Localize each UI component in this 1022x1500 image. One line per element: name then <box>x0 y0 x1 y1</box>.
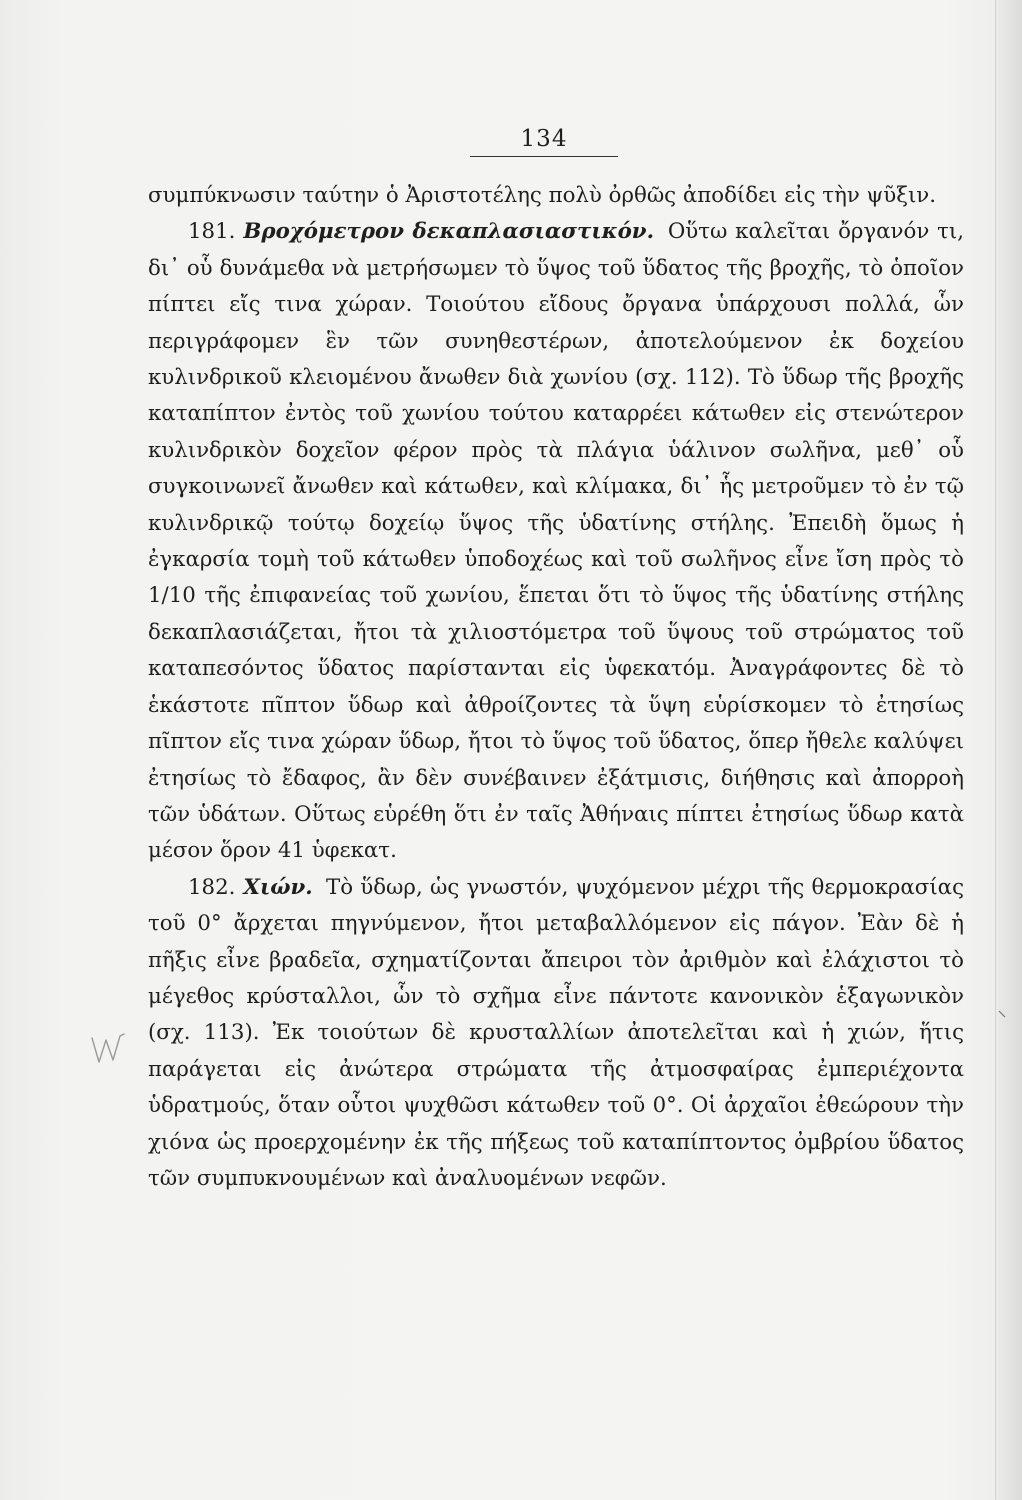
section-title: Βροχόμετρον δεκαπλασιαστικόν. <box>243 219 654 245</box>
pencil-mark-icon <box>90 1032 130 1068</box>
section-number: 182. <box>188 874 236 900</box>
page-number-rule <box>470 156 618 157</box>
page-edge <box>995 0 1022 1500</box>
paragraph-text: Τὸ ὕδωρ, ὡς γνωστόν, ψυχόμενον μέχρι τῆς θερμοκρασίας τοῦ 0° ἄρχεται πηγνύμενον, ἤτοι μεταβαλλόμενον εἰς πάγον. Ἐὰν δὲ ἡ πῆξις εἶνε βραδεῖα, σχηματίζονται ἄπειροι τὸν ἀριθμὸν καὶ ἐλάχιστοι τὸ μέγεθος κρύσταλλοι, ὧν τὸ σχῆμα εἶνε πάντοτε κανονικὸν ἑξαγωνικὸν (σχ. 113). Ἐκ τοιούτων δὲ κρυσταλλίων ἀποτελεῖται καὶ ἡ χιών, ἥτις παράγεται εἰς ἀνώτερα στρώματα τῆς ἀτμοσφαίρας ἐμπεριέχοντα ὑδρατμούς, ὅταν οὗτοι ψυχθῶσι κάτωθεν τοῦ 0°. Οἱ ἀρχαῖοι ἐθεώρουν τὴν χιόνα ὡς προερχομένην ἐκ τῆς πήξεως τοῦ καταπίπτοντος ὀμβρίου ὕδατος τῶν συμπυκνουμένων καὶ ἀναλυομένων νεφῶν. <box>148 874 964 1191</box>
section-181 <box>148 214 964 869</box>
section-182 <box>148 870 964 1198</box>
section-title: Χιών. <box>243 874 313 900</box>
margin-dot-icon <box>998 1010 1006 1018</box>
page-number: 134 <box>520 126 568 152</box>
paragraph-text: συμπύκνωσιν ταύτην ὁ Ἀριστοτέλης πολὺ ὀρθῶς ἀποδίδει εἰς τὴν ψῦξιν. <box>148 183 937 208</box>
paragraph-text: Οὕτω καλεῖται ὄργανόν τι, δι᾽ οὗ δυνάμεθα νὰ μετρήσωμεν τὸ ὕψος τοῦ ὕδατος τῆς βροχῆς, τὸ ὁποῖον πίπτει εἴς τινα χώραν. Τοιούτου εἴδους ὄργανα ὑπάρχουσι πολλά, ὧν περιγράφομεν ἓν τῶν συνηθεστέρων, ἀποτελούμενον ἐκ δοχείου κυλινδρικοῦ κλειομένου ἄνωθεν διὰ χωνίου (σχ. 112). Τὸ ὕδωρ τῆς βροχῆς καταπίπτον ἐντὸς τοῦ χωνίου τούτου καταρρέει κάτωθεν εἰς στενώτερον κυλινδρικὸν δοχεῖον φέρον πρὸς τὰ πλάγια ὑάλινον σωλῆνα, μεθ᾽ οὗ συγκοινωνεῖ ἄνωθεν καὶ κάτωθεν, καὶ κλίμακα, δι᾽ ἧς μετροῦμεν τὸ ἐν τῷ κυλινδρικῷ τούτῳ δοχείῳ ὕψος τῆς ὑδατίνης στήλης. Ἐπειδὴ ὅμως ἡ ἐγκαρσία τομὴ τοῦ κάτωθεν ὑποδοχέως καὶ τοῦ σωλῆνος εἶνε ἴση πρὸς τὸ 1/10 τῆς ἐπιφανείας τοῦ χωνίου, ἕπεται ὅτι τὸ ὕψος τῆς ὑδατίνης στήλης δεκαπλασιάζεται, ἤτοι τὰ χιλιοστόμετρα τοῦ ὕψους τοῦ στρώματος τοῦ καταπεσόντος ὕδατος παρίστανται εἰς ὑφεκατόμ. Ἀναγράφοντες δὲ τὸ ἑκάστοτε πῖπτον ὕδωρ καὶ ἀθροίζοντες τὰ ὕψη εὑρίσκομεν τὸ ἐτησίως πῖπτον εἴς τινα χώραν ὕδωρ, ἤτοι τὸ ὕψος τοῦ ὕδατος, ὅπερ ἤθελε καλύψει ἐτησίως τὸ ἔδαφος, ἂν δὲν συνέβαινεν ἐξάτμισις, διήθησις καὶ ἀπορροὴ τῶν ὑδάτων. Οὕτως εὑρέθη ὅτι ἐν ταῖς Ἀθήναις πίπτει ἐτησίως ὕδωρ κατὰ μέσον ὅρον 41 ὑφεκατ. <box>148 219 964 864</box>
paragraph-continuation <box>148 178 964 214</box>
section-number: 181. <box>188 219 236 245</box>
page-text <box>148 178 964 1197</box>
